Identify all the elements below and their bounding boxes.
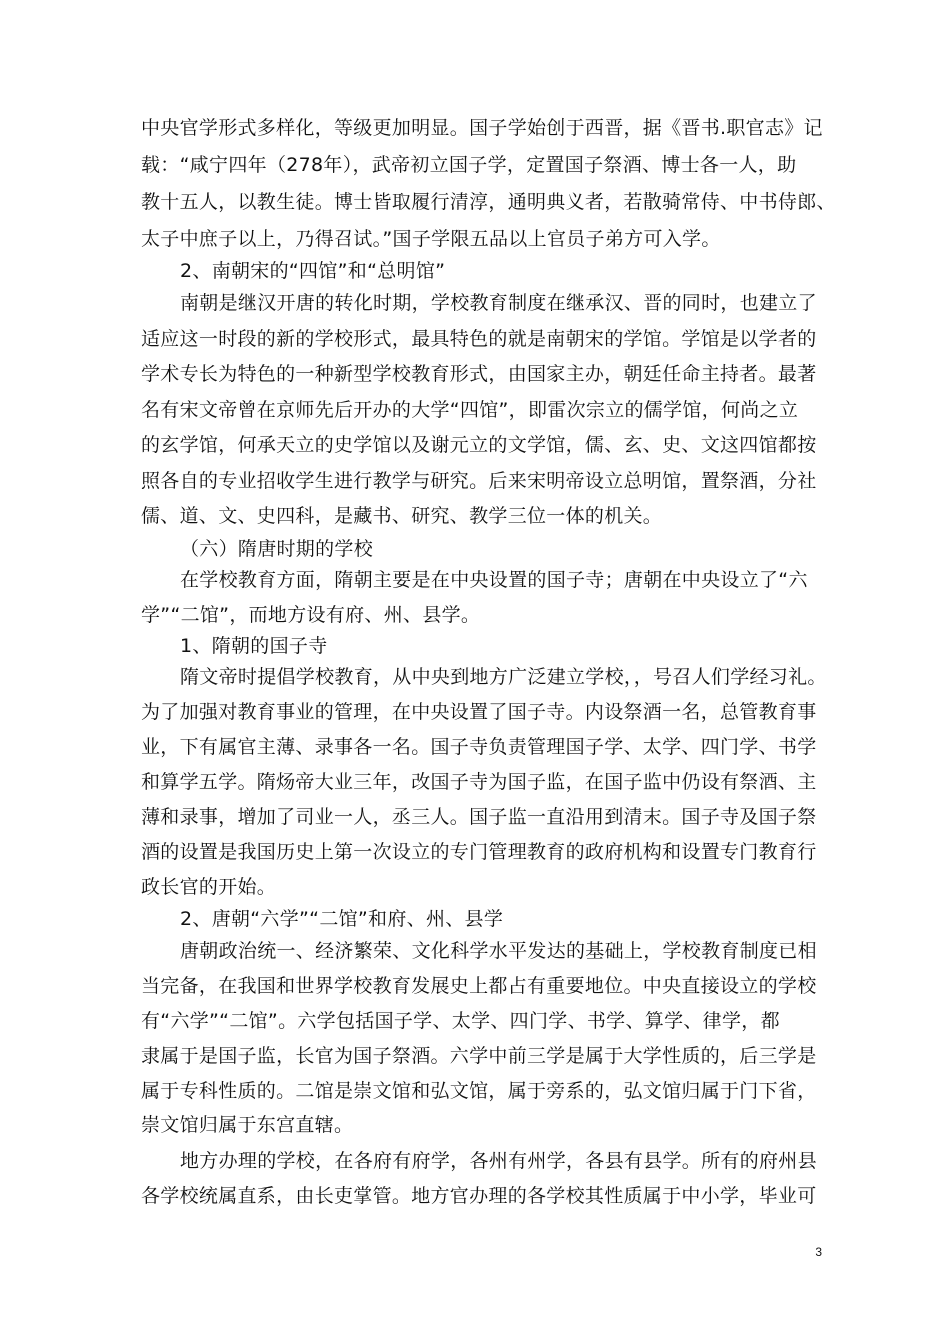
paragraph-first-line: 南朝是继汉开唐的转化时期，学校教育制度在继承汉、晋的同时，也建立了 <box>180 292 817 314</box>
section-heading: 2、南朝宋的“四馆”和“总明馆” <box>180 260 446 282</box>
paragraph-first-line: 在学校教育方面，隋朝主要是在中央设置的国子寺；唐朝在中央设立了“六 <box>180 569 808 591</box>
text-line: 政长官的开始。 <box>141 876 277 898</box>
text-line: 儒、道、文、史四科，是藏书、研究、教学三位一体的机关。 <box>141 505 663 527</box>
paragraph-first-line: 唐朝政治统一、经济繁荣、文化科学水平发达的基础上，学校教育制度已相 <box>180 940 817 962</box>
text-line: 照各自的专业招收学生进行教学与研究。后来宋明帝设立总明馆，置祭酒，分社 <box>141 470 817 492</box>
text-line: 业，下有属官主薄、录事各一名。国子寺负责管理国子学、太学、四门学、书学 <box>141 736 817 758</box>
text-line: 太子中庶子以上，乃得召试。”国子学限五品以上官员子弟方可入学。 <box>141 228 721 250</box>
text-line: 为了加强对教育事业的管理，在中央设置了国子寺。内设祭酒一名，总管教育事 <box>141 701 817 723</box>
section-heading: （六）隋唐时期的学校 <box>180 538 374 560</box>
text-line: 名有宋文帝曾在京师先后开办的大学“四馆”，即雷次宗立的儒学馆，何尚之立 <box>141 399 799 421</box>
text-line: 学”“二馆”，而地方设有府、州、县学。 <box>141 604 481 626</box>
text-line: 薄和录事，增加了司业一人，丞三人。国子监一直沿用到清末。国子寺及国子祭 <box>141 806 817 828</box>
text-line: 适应这一时段的新的学校形式，最具特色的就是南朝宋的学馆。学馆是以学者的 <box>141 328 817 350</box>
text-line: 隶属于是国子监，长官为国子祭酒。六学中前三学是属于大学性质的，后三学是 <box>141 1045 817 1067</box>
section-heading: 2、唐朝“六学”“二馆”和府、州、县学 <box>180 908 504 930</box>
text-line: 教十五人，以教生徒。博士皆取履行清淳，通明典义者，若散骑常侍、中书侍郎、 <box>141 191 836 213</box>
text-line: 有“六学”“二馆”。六学包括国子学、太学、四门学、书学、算学、律学，都 <box>141 1010 780 1032</box>
text-line: 和算学五学。隋炀帝大业三年，改国子寺为国子监，在国子监中仍设有祭酒、主 <box>141 771 817 793</box>
text-line: 属于专科性质的。二馆是崇文馆和弘文馆，属于旁系的，弘文馆归属于门下省， <box>141 1080 817 1102</box>
paragraph-first-line: 隋文帝时提倡学校教育，从中央到地方广泛建立学校，，号召人们学经习礼。 <box>180 666 827 688</box>
text-line: 的玄学馆，何承天立的史学馆以及谢元立的文学馆，儒、玄、史、文这四馆都按 <box>141 434 817 456</box>
text-line: 载：“咸宁四年（278年），武帝初立国子学，定置国子祭酒、博士各一人，助 <box>141 154 797 176</box>
section-heading: 1、隋朝的国子寺 <box>180 635 328 657</box>
text-line: 中央官学形式多样化，等级更加明显。国子学始创于西晋，据《晋书.职官志》记 <box>141 117 823 139</box>
text-line: 崇文馆归属于东宫直辖。 <box>141 1114 354 1136</box>
text-line: 学术专长为特色的一种新型学校教育形式，由国家主办，朝廷任命主持者。最著 <box>141 363 817 385</box>
paragraph-first-line: 地方办理的学校，在各府有府学，各州有州学，各县有县学。所有的府州县 <box>180 1150 817 1172</box>
text-line: 当完备，在我国和世界学校教育发展史上都占有重要地位。中央直接设立的学校 <box>141 975 817 997</box>
text-line: 各学校统属直系，由长吏掌管。地方官办理的各学校其性质属于中小学，毕业可 <box>141 1185 817 1207</box>
text-line: 酒的设置是我国历史上第一次设立的专门管理教育的政府机构和设置专门教育行 <box>141 841 817 863</box>
page-number: 3 <box>815 1245 822 1259</box>
